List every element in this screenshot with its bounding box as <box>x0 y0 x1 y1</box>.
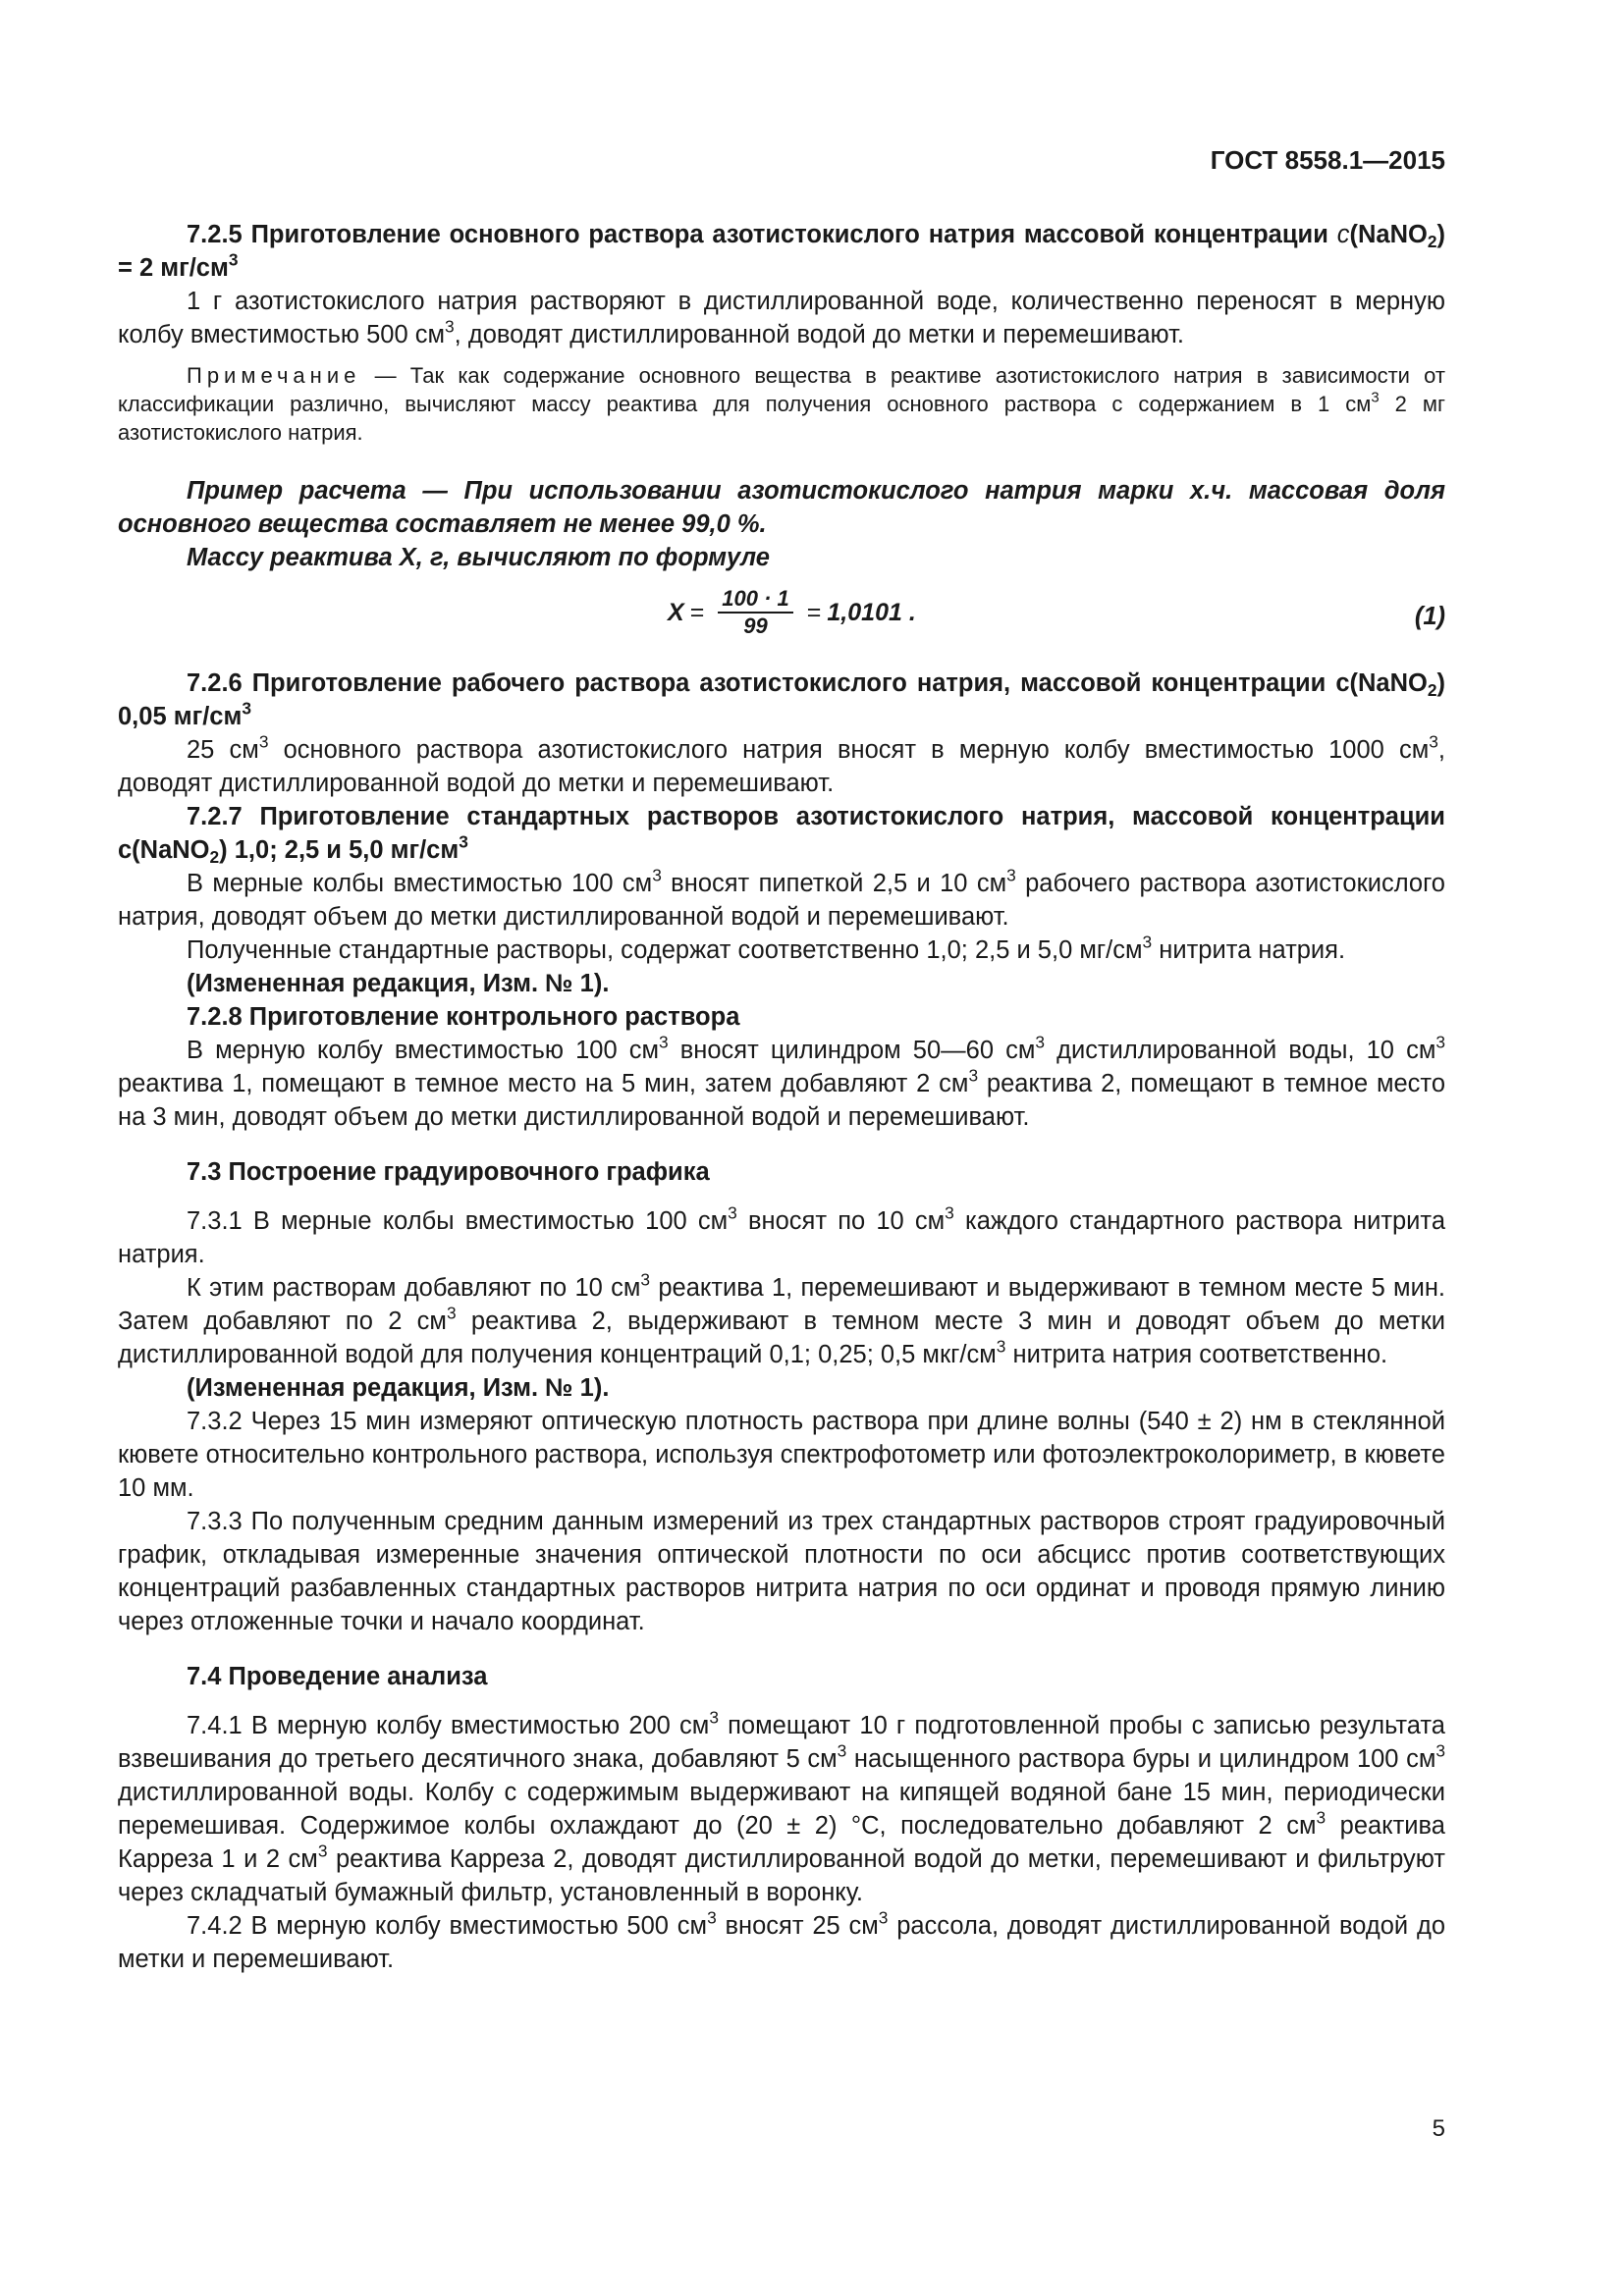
calculation-example: Пример расчета — При использовании азотистокислого натрия марки х.ч. массовая доля основного вещества составляет не менее 99,0 %. <box>118 477 1445 538</box>
section-7-3-1-paragraph-2: К этим растворам добавляют по 10 $см^3$ реактива 1, перемешивают и выдерживают в темном месте 5 мин. Затем добавляют по 2 $см^3$ реактива 2, выдерживают в темном месте 3 мин и доводят объем до метки дистиллированной водой для получения концентраций 0,1; 0,25; 0,5 мкг/$см^3$ нитрита натрия соответственно. <box>118 1269 1445 1368</box>
section-7-3-2-paragraph: 7.3.2 Через 15 мин измеряют оптическую плотность раствора при длине волны (540 ± 2) нм в стеклянной кювете относительно контрольного раствора, используя спектрофотометр или фотоэлектроколориметр, в кювете 10 мм. <box>118 1408 1445 1502</box>
section-7-3-1-paragraph-1: 7.3.1 В мерные колбы вместимостью 100 $см^3$ вносят по 10 $см^3$ каждого стандартного раствора нитрита натрия. <box>118 1202 1446 1268</box>
section-7-2-8-title: 7.2.8 Приготовление контрольного раствора <box>187 1003 740 1031</box>
section-7-4-1-paragraph: 7.4.1 В мерную колбу вместимостью 200 $см^3$ помещают 10 г подготовленной пробы с записью результата взвешивания до третьего десятичного знака, добавляют 5 $см^3$ насыщенного раствора буры и цилиндром 100 $см^3$ дистиллированной воды. Колбу с содержимым выдерживают на кипящей водяной бане 15 мин, периодически перемешивая. Содержимое колбы охлаждают до (20 ± 2) °С, последовательно добавляют 2 $см^3$ реактива Карреза 1 и 2 $см^3$ реактива Карреза 2, доводят дистиллированной водой до метки, перемешивают и фильтруют через складчатый бумажный фильтр, установленный в воронку. <box>118 1707 1445 1906</box>
section-7-3-3-paragraph: 7.3.3 По полученным средним данным измерений из трех стандартных растворов строят градуировочный график, откладывая измеренные значения оптической плотности по оси абсцисс против соответствующих концентраций разбавленных стандартных растворов нитрита натрия по оси ординат и проводя прямую линию через отложенные точки и начало координат. <box>118 1508 1445 1635</box>
section-7-2-7-amendment: (Измененная редакция, Изм. № 1). <box>187 970 610 997</box>
formula-expression <box>668 586 916 639</box>
section-7-2-7-paragraph-1: В мерные колбы вместимостью 100 $см^3$ вносят пипеткой 2,5 и 10 $см^3$ рабочего раствора азотистокислого натрия, доводят объем до метки дистиллированной водой и перемешивают. <box>118 865 1445 931</box>
formula-number: (1) <box>1414 603 1445 630</box>
formula-equals: = <box>689 599 705 626</box>
section-7-2-6-title: 7.2.6 Приготовление рабочего раствора азотистокислого натрия, массовой концентрации c(NaNO$_2$) 0,05 $мг/см^3$ <box>118 669 1445 730</box>
formula-result: 1,0101 . <box>827 599 916 626</box>
calculation-formula-intro: Массу реактива X, г, вычисляют по формуле <box>187 544 770 571</box>
section-7-4-title: 7.4 Проведение анализа <box>187 1663 488 1690</box>
document-code-header: ГОСТ 8558.1—2015 <box>1210 145 1445 175</box>
formula-lhs: X <box>668 599 684 626</box>
section-7-2-6-paragraph: 25 $см^3$ основного раствора азотистокислого натрия вносят в мерную колбу вместимостью 1000 $см^3$, доводят дистиллированной водой до метки и перемешивают. <box>118 731 1445 797</box>
formula-numerator: 100 · 1 <box>718 586 793 614</box>
section-7-2-5-paragraph: 1 г азотистокислого натрия растворяют в дистиллированной воде, количественно переносят в мерную колбу вместимостью 500 $см^3$, доводят дистиллированной водой до метки и перемешивают. <box>118 288 1445 348</box>
section-7-2-5-note: Примечание — Так как содержание основного вещества в реактиве азотистокислого натрия в зависимости от классификации различно, вычисляют массу реактива для получения основного раствора с содержанием в 1 $см^3$ 2 мг азотистокислого натрия. <box>118 363 1446 445</box>
section-7-3-amendment: (Измененная редакция, Изм. № 1). <box>187 1374 610 1402</box>
document-body <box>118 218 1445 1976</box>
formula-equals-2: = <box>806 599 822 626</box>
section-7-3-title: 7.3 Построение градуировочного графика <box>187 1158 710 1186</box>
section-7-2-8-paragraph: В мерную колбу вместимостью 100 $см^3$ вносят цилиндром 50—60 $см^3$ дистиллированной воды, 10 $см^3$ реактива 1, помещают в темное место на 5 мин, затем добавляют 2 $см^3$ реактива 2, помещают в темное место на 3 мин, доводят объем до метки дистиллированной водой и перемешивают. <box>118 1032 1446 1131</box>
section-7-2-5-title: 7.2.5 Приготовление основного раствора азотистокислого натрия массовой концентрации c(NaNO$_2$) = 2 $мг/см^3$ <box>118 221 1445 282</box>
section-7-2-7-title: 7.2.7 Приготовление стандартных растворов азотистокислого натрия, массовой концентрации c(NaNO$_2$) 1,0; 2,5 и 5,0 $мг/см^3$ <box>118 803 1445 867</box>
formula-denominator: 99 <box>743 614 768 638</box>
section-7-2-7-paragraph-2: Полученные стандартные растворы, содержат соответственно 1,0; 2,5 и 5,0 $мг/см^3$ нитрита натрия. <box>187 932 1346 964</box>
page-number: 5 <box>1432 2115 1445 2142</box>
section-7-4-2-paragraph: 7.4.2 В мерную колбу вместимостью 500 $см^3$ вносят 25 $см^3$ рассола, доводят дистиллированной водой до метки и перемешивают. <box>118 1907 1446 1973</box>
formula-1 <box>118 578 1445 667</box>
formula-fraction <box>718 586 793 639</box>
